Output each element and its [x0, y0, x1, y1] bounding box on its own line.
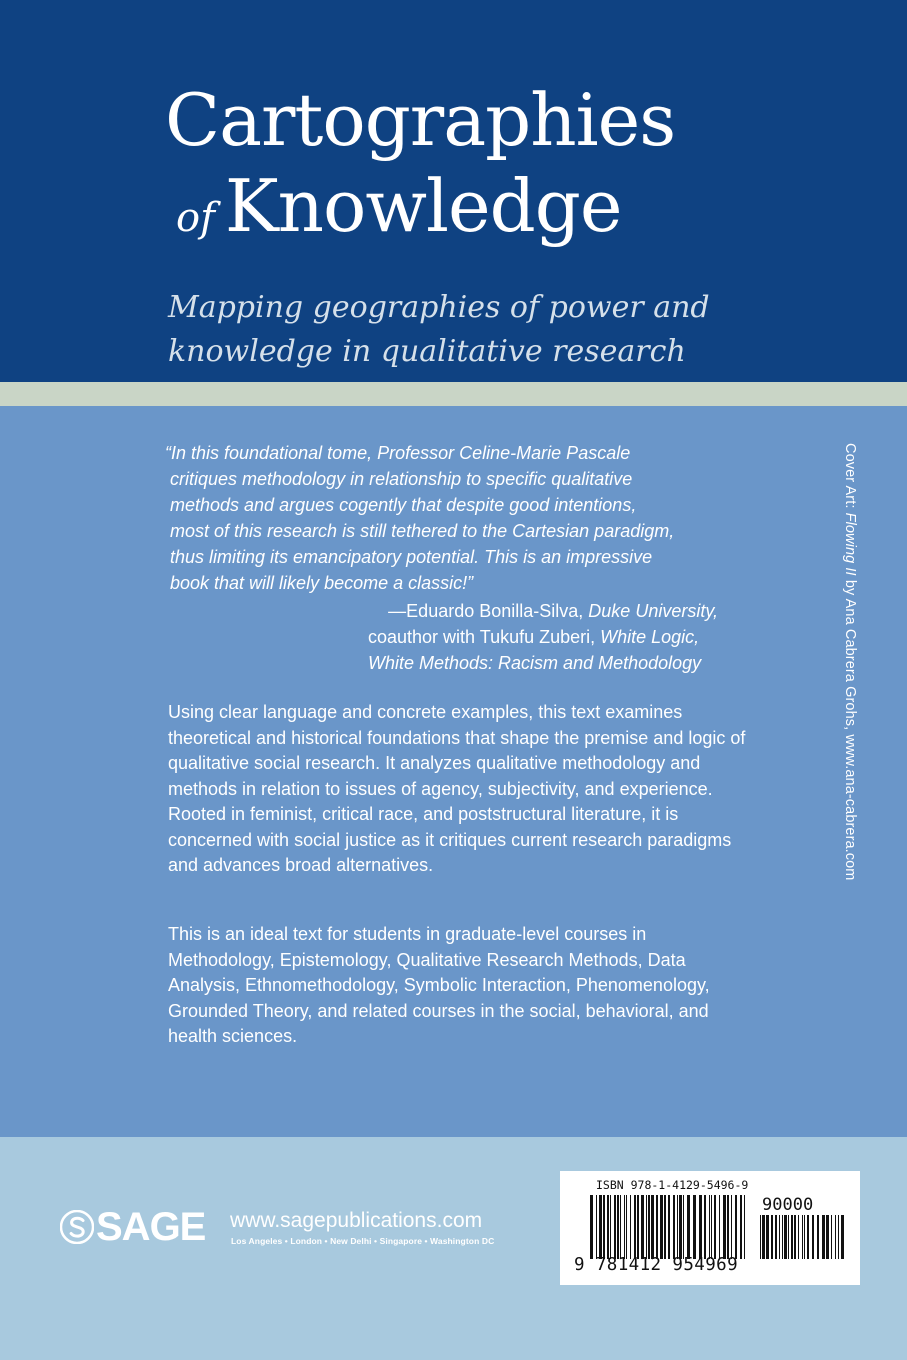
- barcode-bar: [841, 1215, 844, 1259]
- barcode-bar: [651, 1195, 654, 1259]
- barcode-bar: [704, 1195, 706, 1259]
- barcode-bar: [610, 1195, 611, 1259]
- quote-line: most of this research is still tethered to the Cartesian paradigm,: [170, 521, 675, 541]
- book-title-of: of: [176, 195, 215, 241]
- credit-prefix: Cover Art:: [842, 443, 858, 509]
- barcode-bar: [760, 1215, 761, 1259]
- attribution-coauthor: coauthor with Tukufu Zuberi,: [368, 627, 596, 647]
- barcode-label: [560, 1171, 860, 1285]
- barcode-bar: [771, 1215, 773, 1259]
- book-title-knowledge: Knowledge: [224, 164, 622, 248]
- barcode-bar: [719, 1195, 720, 1259]
- price-code: 90000: [762, 1195, 814, 1215]
- barcode-bar: [620, 1195, 621, 1259]
- addon-barcode: [760, 1215, 848, 1259]
- barcode-bar: [835, 1215, 836, 1259]
- barcode-bar: [766, 1215, 769, 1259]
- book-title-line2: [176, 164, 622, 248]
- barcode-bar: [775, 1215, 777, 1259]
- barcode-bar: [596, 1195, 597, 1259]
- barcode-bar: [677, 1195, 678, 1259]
- barcode-bar: [590, 1195, 593, 1259]
- book-title-line1: Cartographies: [165, 78, 676, 162]
- barcode-bar: [779, 1215, 780, 1259]
- barcode-bar: [603, 1195, 605, 1259]
- barcode-bar: [822, 1215, 825, 1259]
- barcode-bar: [687, 1195, 690, 1259]
- barcode-bar: [660, 1195, 663, 1259]
- attribution-book1: White Logic,: [600, 627, 700, 647]
- publisher-url[interactable]: www.sagepublications.com: [230, 1209, 483, 1232]
- barcode-bar: [709, 1195, 710, 1259]
- barcode-bar: [624, 1195, 625, 1259]
- barcode-bar: [656, 1195, 658, 1259]
- quote-line: thus limiting its emancipatory potential. This is an impressive: [170, 547, 653, 567]
- attribution-author: —Eduardo Bonilla-Silva,: [388, 601, 584, 621]
- barcode-bar: [804, 1215, 805, 1259]
- barcode-bar: [614, 1195, 616, 1259]
- attribution-line1: [368, 598, 748, 624]
- description-paragraph-1: Using clear language and concrete examples, this text examines theoretical and historical foundations that shape the premise and logic of qualitative social research. It analyzes qualitative methodology and methods in relation to issues of agency, subjectivity, and experience. Rooted in feminist, critical race, and poststructural literature, it is concerned with social justice as it critiques current research paradigms and advances broad alternatives.: [168, 702, 746, 875]
- endorsement-quote: [165, 440, 735, 596]
- barcode-bar: [699, 1195, 702, 1259]
- barcode-bar: [838, 1215, 839, 1259]
- barcode-bar: [727, 1195, 729, 1259]
- attribution-book2: White Methods: Racism and Methodology: [368, 653, 702, 673]
- barcode-bar: [711, 1195, 712, 1259]
- barcode-bar: [735, 1195, 737, 1259]
- book-subtitle: [168, 286, 788, 374]
- isbn-number: ISBN 978-1-4129-5496-9: [596, 1178, 749, 1192]
- barcode-bar: [714, 1195, 716, 1259]
- barcode-bar: [630, 1195, 631, 1259]
- barcode-bar: [679, 1195, 682, 1259]
- quote-line: methods and argues cogently that despite good intentions,: [170, 495, 637, 515]
- barcode-bar: [617, 1195, 619, 1259]
- credit-work: Flowing II: [842, 512, 858, 576]
- credit-suffix: by Ana Cabrera Grohs, www.ana-cabrera.com: [842, 579, 858, 881]
- barcode-bar: [812, 1215, 814, 1259]
- barcode-bar: [673, 1195, 675, 1259]
- barcode-bar: [723, 1195, 726, 1259]
- sage-wordmark: SAGE: [96, 1205, 206, 1249]
- publisher-cities: Los Angeles • London • New Delhi • Singapore • Washington DC: [231, 1236, 495, 1246]
- attribution-affiliation: Duke University,: [588, 601, 718, 621]
- barcode-bar: [794, 1215, 796, 1259]
- barcode-bar: [646, 1195, 647, 1259]
- barcode-bar: [831, 1215, 832, 1259]
- cover-art-credit: [842, 443, 858, 881]
- ean-barcode: [590, 1195, 748, 1259]
- barcode-bar: [693, 1195, 696, 1259]
- quote-line: book that will likely become a classic!”: [170, 573, 474, 593]
- barcode-bar: [817, 1215, 819, 1259]
- barcode-bar: [607, 1195, 609, 1259]
- sage-logo: [60, 1205, 205, 1249]
- barcode-bar: [634, 1195, 636, 1259]
- barcode-bar: [802, 1215, 803, 1259]
- subtitle-line1: Mapping geographies of power and: [168, 290, 710, 325]
- barcode-bar: [784, 1215, 787, 1259]
- barcode-bar: [807, 1215, 809, 1259]
- quote-line: critiques methodology in relationship to specific qualitative: [170, 469, 633, 489]
- quote-attribution: [368, 598, 748, 676]
- barcode-bar: [626, 1195, 627, 1259]
- barcode-bar: [826, 1215, 829, 1259]
- barcode-bar: [599, 1195, 602, 1259]
- sage-s-icon: [60, 1210, 94, 1244]
- barcode-bar: [788, 1215, 789, 1259]
- divider-stripe: [0, 382, 907, 406]
- barcode-bar: [744, 1195, 745, 1259]
- barcode-bar: [668, 1195, 670, 1259]
- barcode-bar: [683, 1195, 684, 1259]
- barcode-bar: [664, 1195, 666, 1259]
- title-band: [0, 0, 907, 382]
- barcode-bar: [648, 1195, 650, 1259]
- description-paragraph-2: This is an ideal text for students in graduate-level courses in Methodology, Epistemology, Qualitative Research Methods, Data Analysis, Ethnomethodology, Symbolic Interaction, Phenomenology, Grounded Theory, and related courses in the social, behavioral, and health sciences.: [168, 924, 710, 1046]
- barcode-bar: [762, 1215, 765, 1259]
- ean-digits: 9 781412 954969: [574, 1255, 739, 1275]
- barcode-bar: [641, 1195, 644, 1259]
- subtitle-line2: knowledge in qualitative research: [168, 334, 686, 369]
- barcode-bar: [791, 1215, 793, 1259]
- barcode-bar: [782, 1215, 783, 1259]
- quote-line: “In this foundational tome, Professor Celine-Marie Pascale: [165, 443, 631, 463]
- attribution-line2: [368, 624, 748, 650]
- barcode-bar: [740, 1195, 742, 1259]
- barcode-bar: [731, 1195, 732, 1259]
- barcode-bar: [798, 1215, 799, 1259]
- barcode-bar: [637, 1195, 639, 1259]
